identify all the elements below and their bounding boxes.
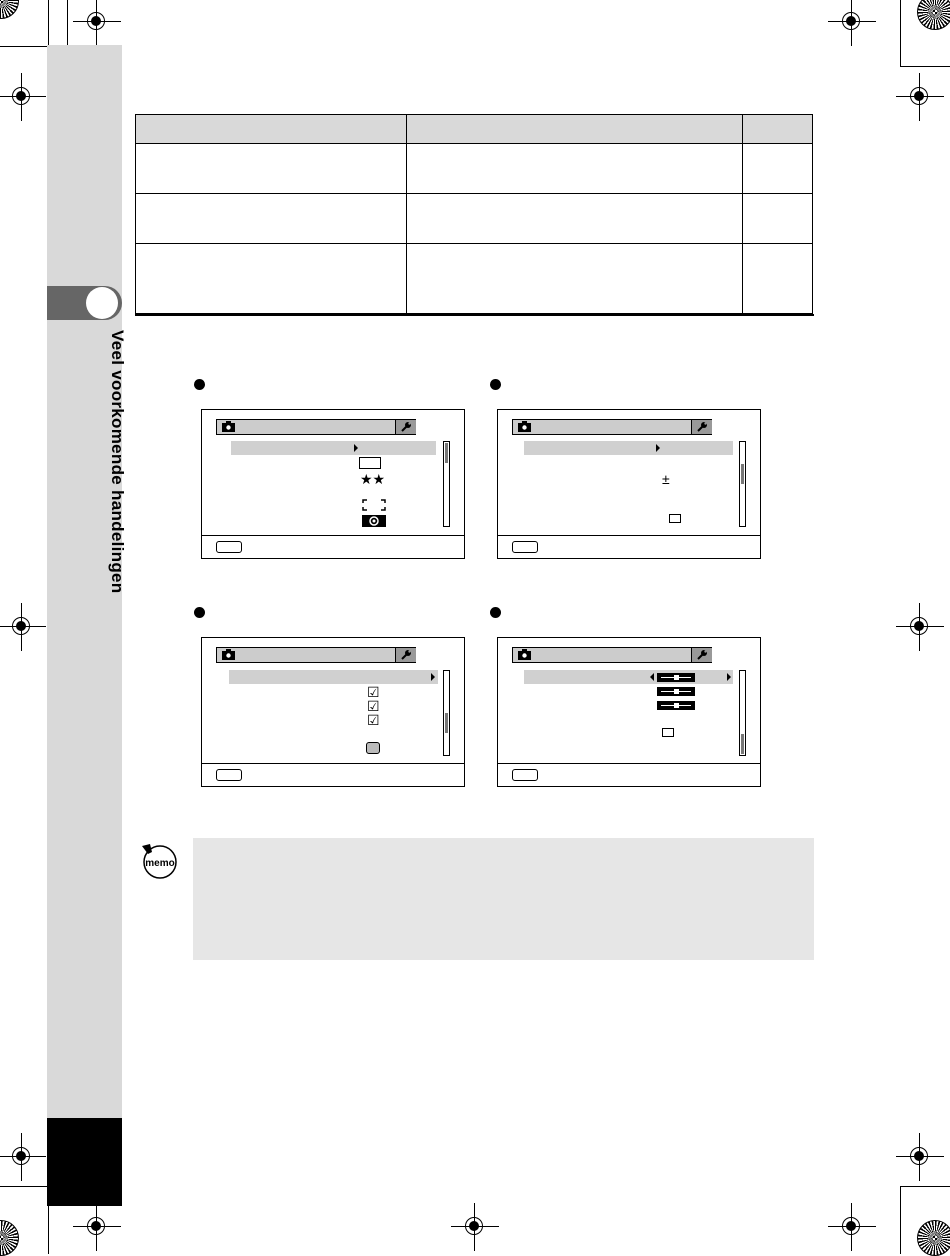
wrench-icon: [400, 421, 412, 433]
memo-icon: [139, 840, 179, 880]
registration-mark-icon: [8, 613, 36, 641]
table-header-cell: [407, 115, 743, 144]
focus-area-icon: [362, 499, 386, 511]
screen-footer-divider: [202, 535, 464, 536]
ev-compensation-icon: ±: [662, 471, 670, 487]
contrast-slider-icon: [657, 701, 695, 710]
corner-starburst-top-right: [917, 0, 950, 30]
bullet-icon: [194, 607, 205, 618]
camera-icon: [222, 421, 236, 432]
registration-mark-icon: [906, 1143, 934, 1171]
arrow-left-icon: [650, 673, 654, 681]
function-table: [135, 114, 813, 314]
menu-tab-bar: [512, 419, 712, 435]
menu-button-icon: [216, 769, 242, 781]
table-row: [136, 194, 813, 244]
arrow-right-icon: [727, 673, 731, 681]
table-row: [136, 244, 813, 314]
table-cell: [743, 244, 813, 314]
menu-tab-bar: [216, 647, 416, 663]
checkbox-checked-icon: ☑: [367, 698, 380, 714]
camera-menu-screen-2: [497, 409, 761, 559]
trim-line: [900, 1186, 950, 1187]
corner-starburst-top-left: [0, 0, 19, 19]
rec-mode-tab: [513, 648, 691, 662]
table-header-row: [136, 115, 813, 144]
rounded-button-icon: [366, 742, 380, 754]
drive-mode-icon: [662, 728, 674, 737]
trim-line: [0, 46, 48, 47]
camera-menu-screen-4: [497, 637, 761, 787]
menu-button-icon: [512, 769, 538, 781]
menu-tab-bar: [512, 647, 712, 663]
trim-line: [48, 0, 49, 45]
trim-line: [900, 66, 950, 67]
rec-mode-tab: [513, 420, 691, 434]
table-cell: [407, 194, 743, 244]
registration-mark-icon: [83, 1213, 111, 1241]
scrollbar[interactable]: [739, 670, 746, 756]
registration-mark-icon: [906, 613, 934, 641]
scrollbar[interactable]: [443, 670, 450, 756]
camera-icon: [518, 649, 532, 660]
memo-label: memo: [145, 858, 175, 869]
registration-mark-icon: [838, 8, 866, 36]
arrow-right-icon: [431, 673, 435, 681]
table-cell: [743, 144, 813, 194]
scrollbar[interactable]: [739, 441, 746, 527]
setup-tab: [691, 648, 712, 662]
registration-mark-icon: [8, 1143, 36, 1171]
screen-footer-divider: [498, 535, 760, 536]
sharpness-slider-icon: [657, 673, 695, 682]
screen-footer-divider: [202, 763, 464, 764]
trim-line: [900, 0, 901, 66]
registration-mark-icon: [461, 1213, 489, 1241]
corner-starburst-bottom-left: [0, 1220, 19, 1256]
page-number-block: [47, 1118, 122, 1206]
metering-icon: [362, 515, 386, 527]
registration-mark-icon: [838, 1213, 866, 1241]
recorded-pixels-icon: [359, 457, 381, 469]
selected-menu-row: [524, 670, 733, 684]
table-cell: [136, 194, 407, 244]
wrench-icon: [696, 649, 708, 661]
memo-box: [193, 838, 814, 960]
checkbox-checked-icon: ☑: [367, 684, 380, 700]
table-cell: [136, 244, 407, 314]
setup-tab: [395, 420, 416, 434]
scrollbar-thumb[interactable]: [445, 443, 448, 463]
wrench-icon: [696, 421, 708, 433]
trim-line: [48, 1206, 49, 1254]
setup-tab: [395, 648, 416, 662]
registration-mark-icon: [83, 8, 111, 36]
selected-menu-row: [524, 441, 733, 455]
menu-button-icon: [512, 541, 538, 553]
table-cell: [407, 144, 743, 194]
scrollbar-thumb[interactable]: [741, 734, 744, 754]
menu-button-icon: [216, 541, 242, 553]
drive-mode-icon: [669, 514, 681, 523]
trim-line: [0, 1186, 48, 1187]
bullet-icon: [490, 607, 501, 618]
table-cell: [743, 194, 813, 244]
chapter-title: Veel voorkomende handelingen: [108, 330, 127, 594]
saturation-slider-icon: [657, 687, 695, 696]
corner-starburst-bottom-right: [917, 1220, 950, 1256]
scrollbar-thumb[interactable]: [741, 464, 744, 484]
camera-icon: [222, 649, 236, 660]
chapter-number-circle: [86, 287, 118, 319]
arrow-right-icon: [656, 444, 660, 452]
table-header-cell: [743, 115, 813, 144]
selected-menu-row: [231, 441, 436, 455]
scrollbar[interactable]: [443, 441, 450, 527]
rec-mode-tab: [217, 420, 395, 434]
selected-menu-row: [229, 670, 438, 684]
arrow-right-icon: [354, 444, 358, 452]
table-row: [136, 144, 813, 194]
trim-line: [900, 1186, 901, 1254]
registration-mark-icon: [906, 83, 934, 111]
setup-tab: [691, 420, 712, 434]
rec-mode-tab: [217, 648, 395, 662]
table-header-cell: [136, 115, 407, 144]
checkbox-checked-icon: ☑: [367, 712, 380, 728]
table-cell: [136, 144, 407, 194]
registration-mark-icon: [8, 83, 36, 111]
wrench-icon: [400, 649, 412, 661]
scrollbar-thumb[interactable]: [445, 713, 448, 733]
trim-line: [67, 0, 68, 45]
camera-icon: [518, 421, 532, 432]
bullet-icon: [194, 379, 205, 390]
table-cell: [407, 244, 743, 314]
screen-footer-divider: [498, 763, 760, 764]
bullet-icon: [490, 379, 501, 390]
camera-menu-screen-3: [201, 637, 465, 787]
camera-menu-screen-1: [201, 409, 465, 559]
table-bottom-rule: [135, 314, 814, 316]
menu-tab-bar: [216, 419, 416, 435]
quality-stars-icon: ★★: [360, 471, 386, 487]
